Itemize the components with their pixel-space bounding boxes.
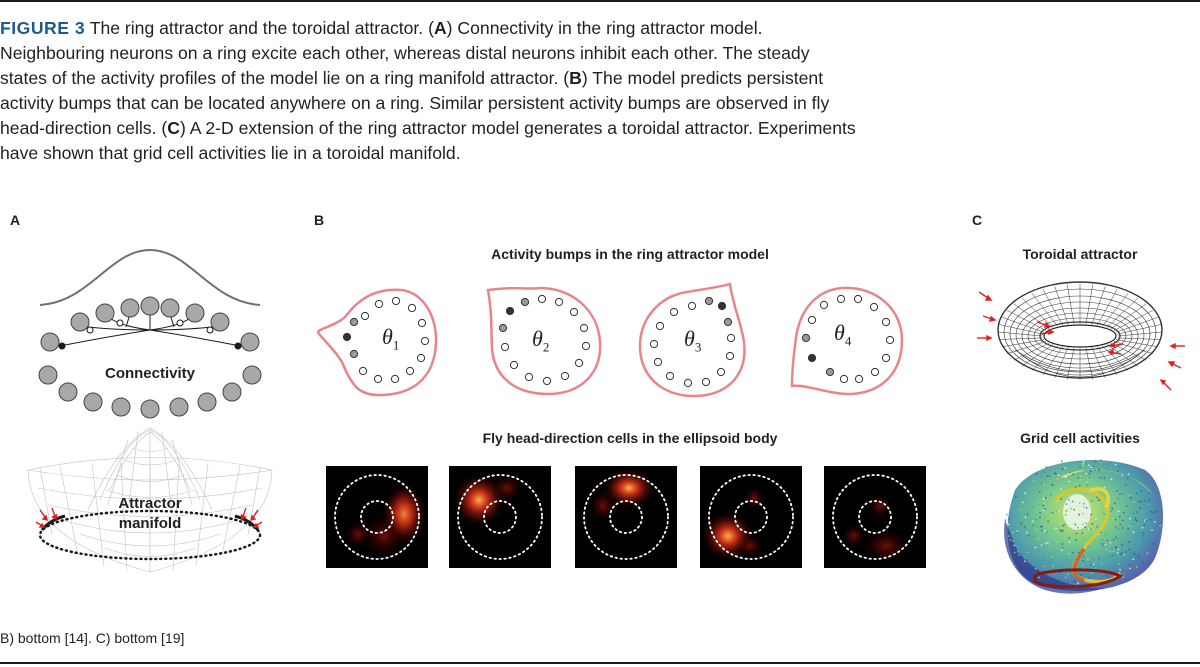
- manifold-label-line2: manifold: [118, 515, 182, 532]
- toroidal-attractor-title: Toroidal attractor: [1022, 246, 1138, 262]
- fly-cells-title: Fly head-direction cells in the ellipsoid body: [482, 430, 778, 446]
- figure-label: FIGURE 3: [0, 18, 86, 38]
- grid-cell-point-cloud: [995, 450, 1170, 600]
- bottom-rule: [0, 662, 1200, 664]
- fly-image-2: [449, 466, 551, 568]
- figure-caption: FIGURE 3 The ring attractor and the toroidal attractor. (A) Connectivity in the ring attractor model. Neighbouring neurons on a ring excite each other, whereas distal neurons inhibit each other. The steady states of the activity profiles of the model lie on a ring manifold attractor. (B) The model predicts persistent activity bumps that can be located anywhere on a ring. Similar persistent activity bumps are observed in fly head-direction cells. (C) A 2-D extension of the ring attractor model generates a toroidal attractor. Experiments have shown that grid cell activities lie in a toroidal manifold.: [0, 18, 856, 163]
- theta-label-3: $\theta_3$: [684, 326, 702, 355]
- neuron-ring: [39, 297, 261, 418]
- theta-label-2: $\theta_2$: [532, 326, 550, 355]
- image-credit: B) bottom [14]. C) bottom [19]: [0, 630, 185, 646]
- fly-image-5: [824, 466, 926, 568]
- top-rule: [0, 0, 1200, 2]
- torus-wireframe: [975, 272, 1190, 402]
- panel-b-letter: B: [314, 212, 325, 228]
- theta-label-4: $\theta_4$: [834, 320, 852, 349]
- connectivity-diagram: [0, 240, 290, 430]
- fly-image-4: [700, 466, 802, 568]
- attractor-manifold-surface: [0, 425, 290, 595]
- activity-bump-1: [312, 282, 442, 402]
- panel-c-letter: C: [972, 212, 983, 228]
- connectivity-label: Connectivity: [104, 365, 196, 382]
- grid-cell-title: Grid cell activities: [1020, 430, 1140, 446]
- manifold-label-line1: Attractor: [118, 495, 182, 512]
- panel-a-letter: A: [10, 212, 21, 228]
- bump-model-title: Activity bumps in the ring attractor model: [491, 246, 769, 262]
- fly-image-3: [575, 466, 677, 568]
- theta-label-1: $\theta_1$: [382, 324, 400, 353]
- fly-image-1: [326, 466, 428, 568]
